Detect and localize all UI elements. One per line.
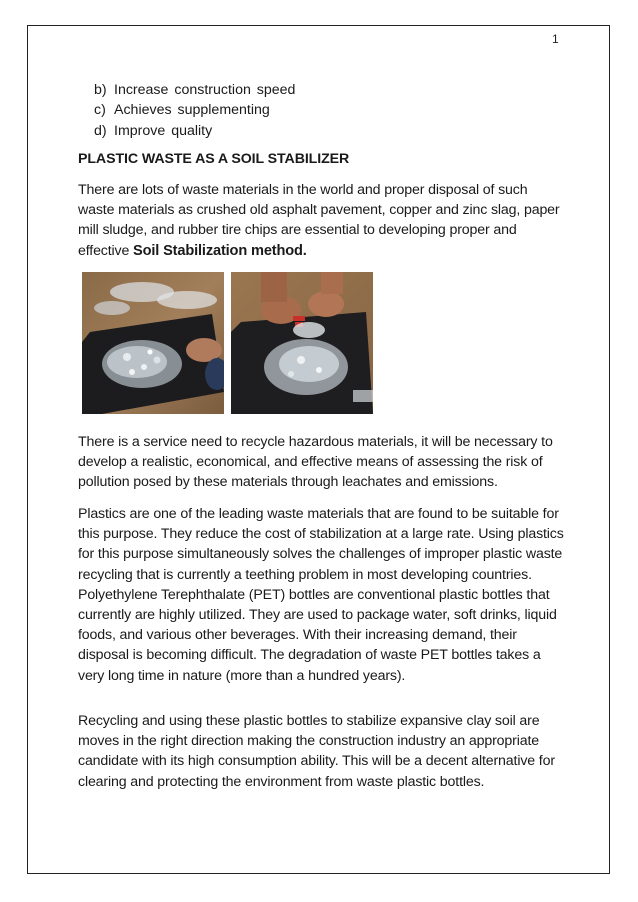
list-item — [94, 121, 295, 141]
soil-stabilization-emphasis: Soil Stabilization method. — [133, 242, 307, 259]
paragraph-plastics: Plastics are one of the leading waste materials that are found to be suitable for this purpose. They reduce the cost of stabilization at a large rate. Using plastics for this purpose simultaneously solves the challenges of improper plastic waste recycling that is currently a teething problem in most developing countries. Polyethylene Terephthalate (PET) bottles are conventional plastic bottles that currently are highly utilized. They are used to package water, soft drinks, liquid foods, and various other beverages. With their increasing demand, their disposal is becoming difficult. The degradation of waste PET bottles takes a very long time in nature (more than a hundred years). — [78, 506, 564, 684]
list-marker: c) — [94, 102, 106, 119]
list-marker: b) — [94, 82, 107, 98]
photo-cutting-plastic-bottle — [231, 272, 373, 414]
method-list — [94, 80, 295, 141]
section-heading: PLASTIC WASTE AS A SOIL STABILIZER — [78, 151, 350, 167]
page-number: 1 — [552, 32, 559, 46]
photo-plastic-chips-on-sheet — [82, 272, 224, 414]
paragraph-recycling-need: There is a service need to recycle hazardous materials, it will be necessary to develop a realistic, economical, and effective means of assessing the risk of pollution posed by these materials through leachates and emissions. — [78, 434, 553, 491]
list-item-text: Improve quality — [114, 122, 213, 139]
paragraph-intro — [78, 180, 566, 261]
list-item-text: Increase construction speed — [114, 82, 296, 98]
list-item — [94, 80, 295, 100]
paragraph-intro-text: There are lots of waste materials in the world and proper disposal of such waste materials as crushed old asphalt pavement, copper and zinc slag, paper mill sludge, and rubber tire chips are essential to developing proper and effective — [78, 182, 560, 259]
paragraph-conclusion: Recycling and using these plastic bottles to stabilize expansive clay soil are moves in the right direction making the construction industry an appropriate candidate with its high consumption ability. This will be a decent alternative for clearing and protecting the environment from waste plastic bottles. — [78, 713, 555, 790]
list-marker: d) — [94, 122, 107, 139]
list-item — [94, 100, 295, 120]
list-item-text: Achieves supplementing — [114, 102, 270, 119]
